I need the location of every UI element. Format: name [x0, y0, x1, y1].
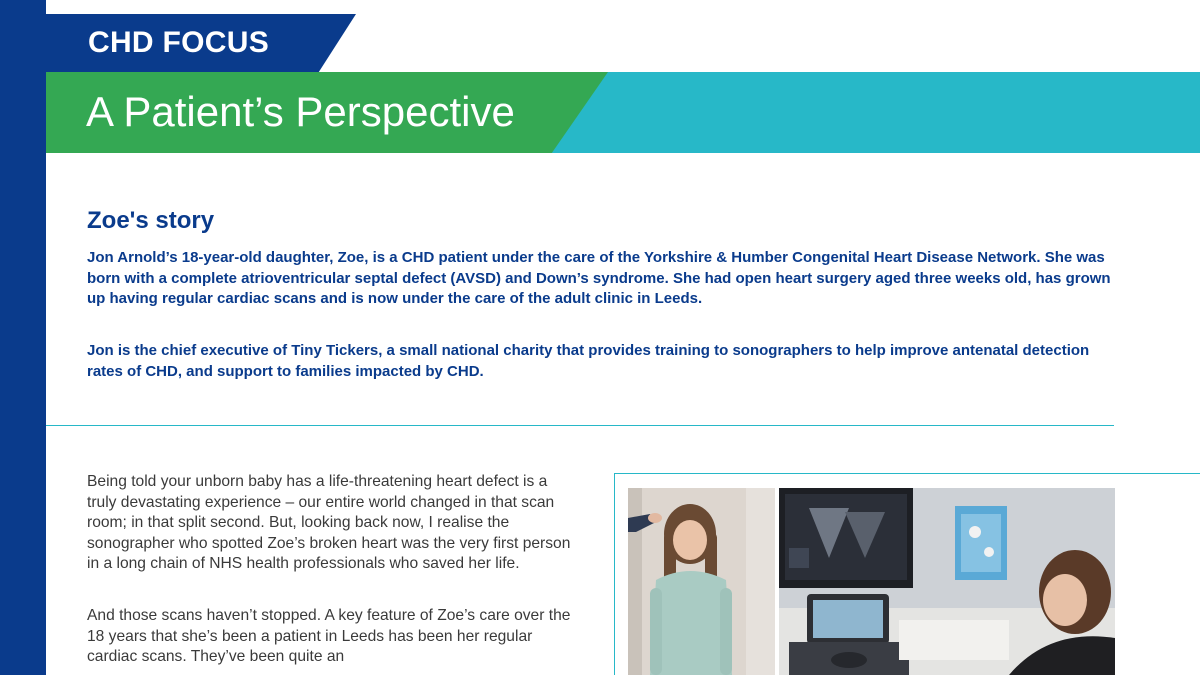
photo-scan-room [779, 488, 1115, 675]
intro-paragraph-1: Jon Arnold’s 18-year-old daughter, Zoe, is a CHD patient under the care of the Yorkshire & Humber Congenital Heart Disease Network. She was born with a complete atrioventricular septal defect (AVSD) and Down’s syndrome. She had open heart surgery aged three weeks old, has grown up having regular cardiac scans and is now under the care of the adult clinic in Leeds. [87, 249, 1111, 307]
body-paragraph-2: And those scans haven’t stopped. A key feature of Zoe’s care over the 18 years that she’s been a patient in Leeds has been her regular cardiac scans. They’ve been quite an [87, 607, 571, 666]
photo-scan-room-illustration [779, 488, 1115, 675]
story-heading: Zoe's story [87, 207, 215, 234]
intro-paragraph-2: Jon is the chief executive of Tiny Tickers, a small national charity that provides training to sonographers to help improve antenatal detection rates of CHD, and support to families impacted by CHD. [87, 342, 1090, 380]
photo-girl-standing-illustration [628, 488, 775, 675]
photo-girl-standing [628, 488, 775, 675]
left-accent-bar [0, 0, 46, 675]
section-kicker: CHD FOCUS [88, 26, 270, 59]
page-title: A Patient’s Perspective [86, 88, 515, 135]
body-paragraph-1: Being told your unborn baby has a life-threatening heart defect is a truly devastating experience – our entire world changed in that scan room; in that split second. But, looking back now, I realise the sonographer who spotted Zoe’s broken heart was the very first person in a long chain of NHS health professionals who saved her life. [87, 473, 571, 573]
section-divider [46, 425, 1114, 426]
